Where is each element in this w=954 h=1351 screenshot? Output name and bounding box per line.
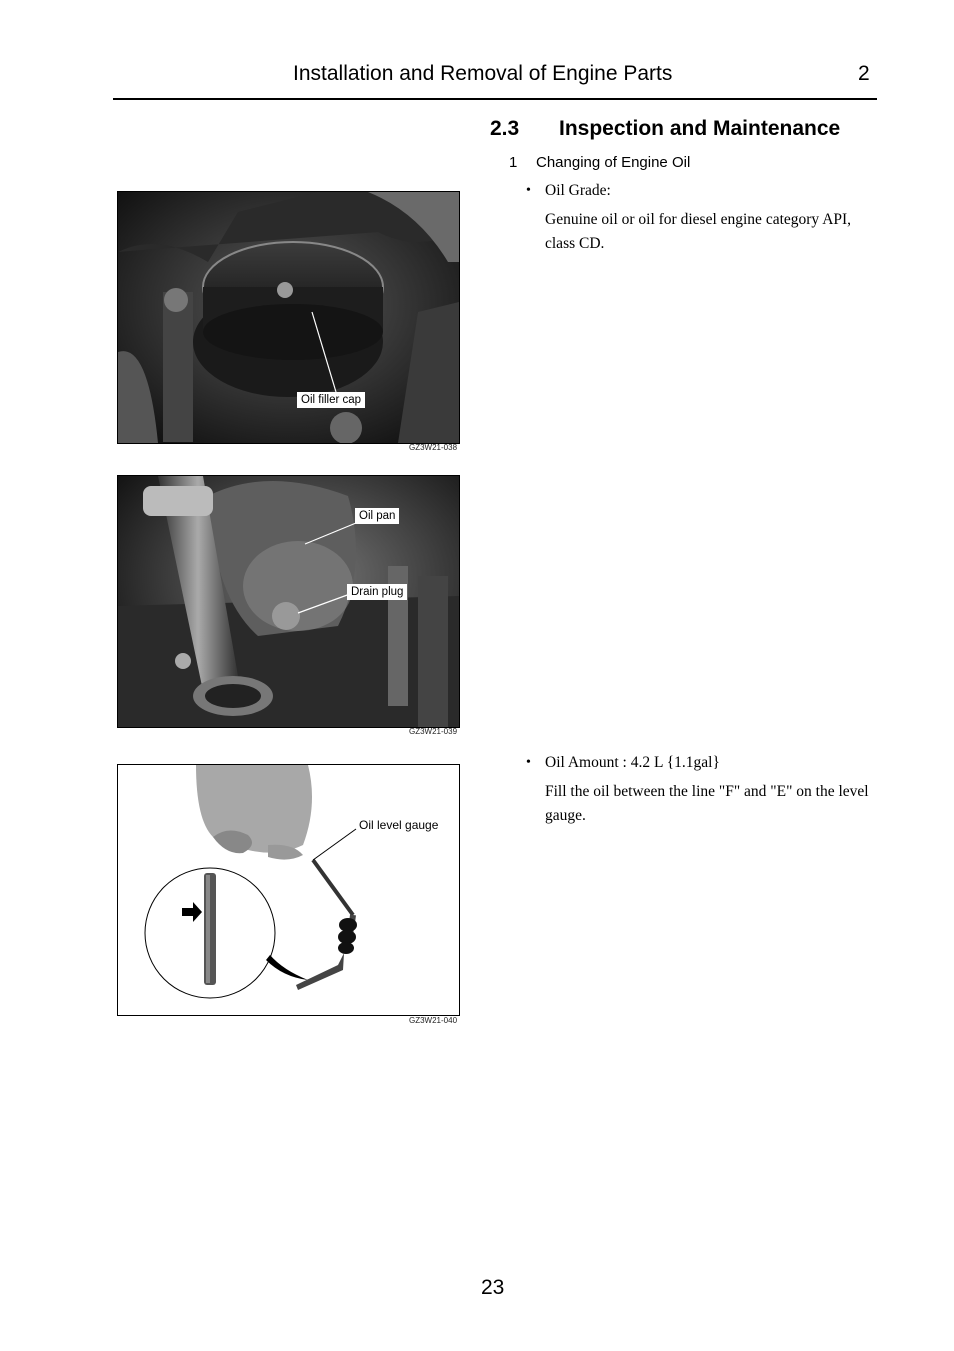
figure-code: GZ3W21-040 (409, 1016, 458, 1025)
figure-oil-pan (117, 475, 460, 728)
section-title: Inspection and Maintenance (559, 117, 841, 140)
section-number: 2.3 (490, 117, 520, 140)
oil-level-gauge-drawing (118, 765, 459, 1015)
chapter-number: 2 (858, 62, 870, 85)
oil-filler-cap-photo (118, 192, 459, 443)
bullet-oil-grade: • (526, 183, 531, 198)
subsection-number: 1 (509, 154, 518, 171)
figure-code: GZ3W21-039 (409, 727, 458, 736)
oil-grade-label: Oil Grade: (545, 182, 611, 199)
page-number: 23 (481, 1276, 505, 1299)
figure-code: GZ3W21-038 (409, 443, 458, 452)
callout-oil-filler-cap: Oil filler cap (297, 392, 365, 408)
callout-oil-pan: Oil pan (355, 508, 399, 524)
running-header-title: Installation and Removal of Engine Parts (293, 62, 673, 85)
header-rule (113, 98, 877, 100)
oil-pan-photo (118, 476, 459, 727)
figure-oil-level-gauge (117, 764, 460, 1016)
oil-amount-label: Oil Amount : 4.2 L {1.1gal} (545, 754, 720, 771)
callout-drain-plug: Drain plug (347, 584, 407, 600)
bullet-oil-amount: • (526, 755, 531, 770)
oil-grade-text: Genuine oil or oil for diesel engine category API, class CD. (545, 211, 852, 252)
callout-oil-level-gauge: Oil level gauge (359, 818, 439, 832)
oil-amount-text: Fill the oil between the line "F" and "E" on the level gauge. (545, 783, 869, 824)
subsection-title: Changing of Engine Oil (536, 154, 691, 171)
figure-oil-filler-cap (117, 191, 460, 444)
